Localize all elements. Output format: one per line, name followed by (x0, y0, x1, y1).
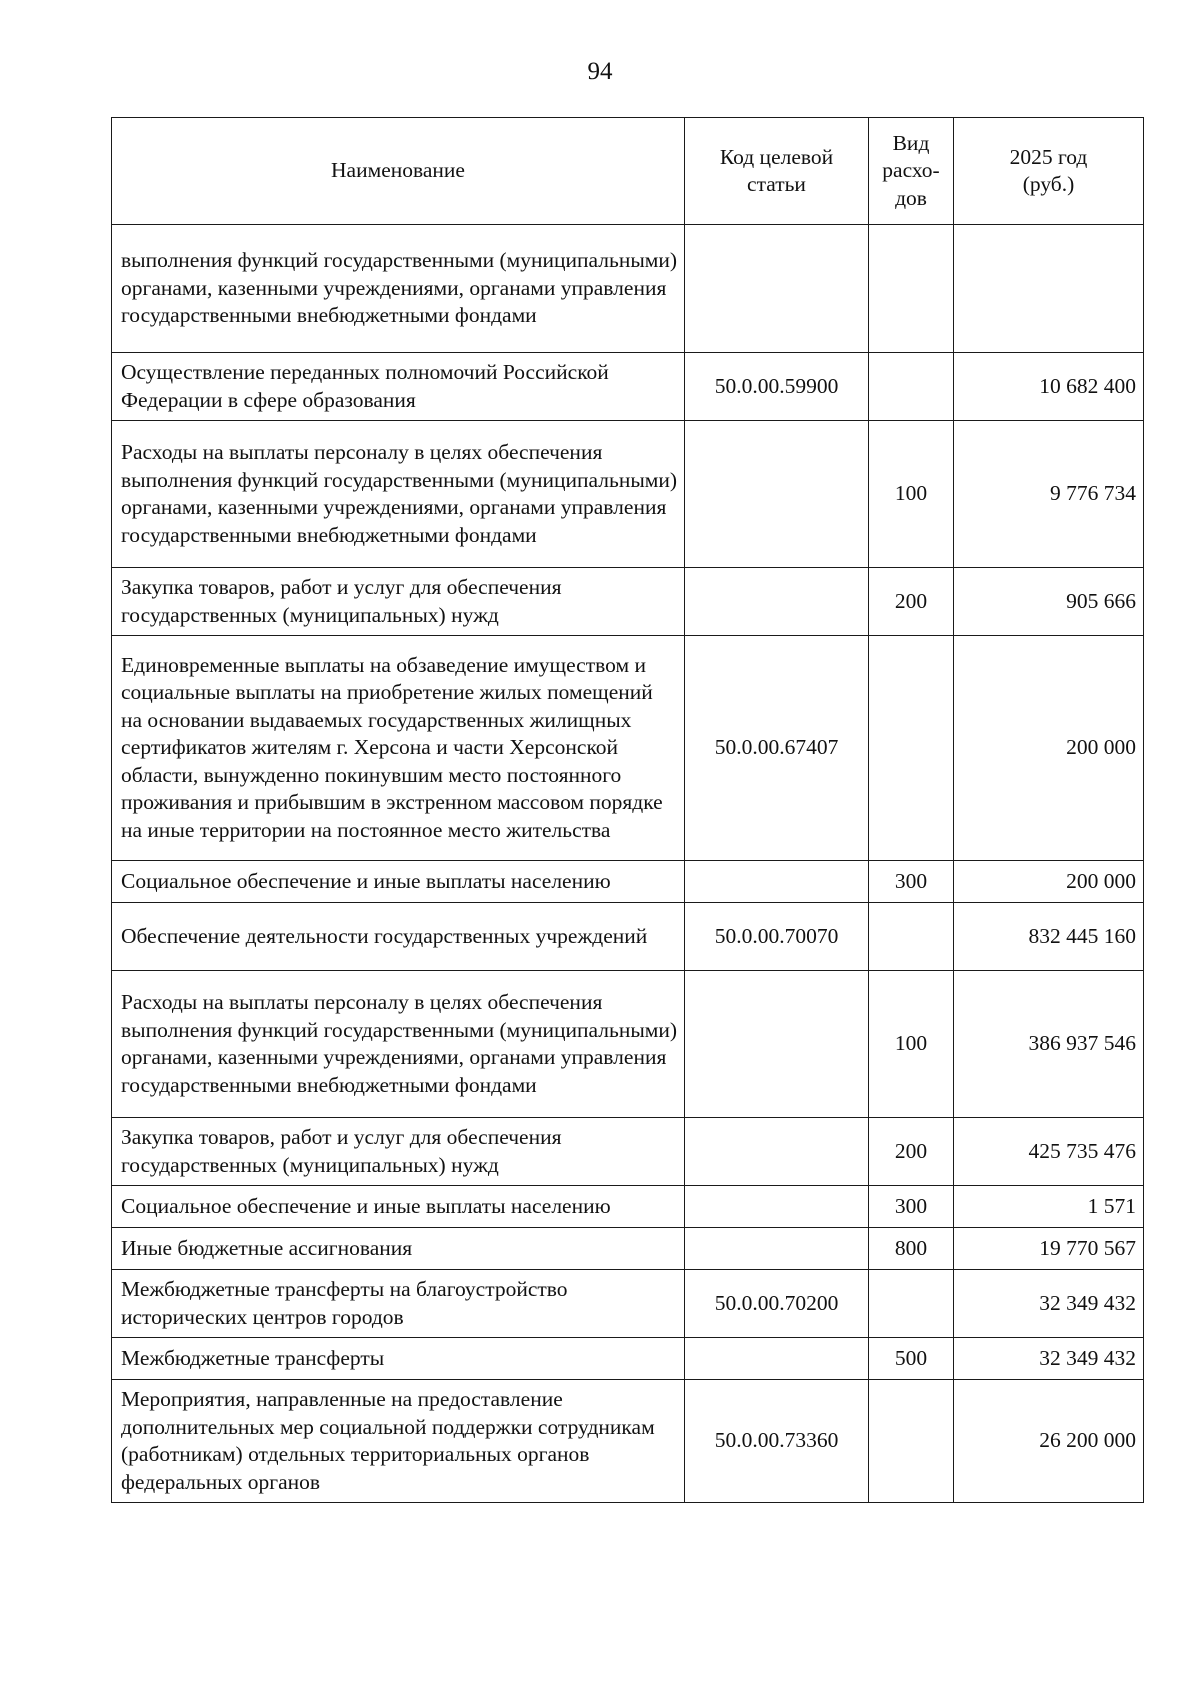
table-row (112, 971, 1144, 1118)
cell-amount: 10 682 400 (954, 353, 1144, 421)
cell-code (685, 1186, 869, 1228)
table-row (112, 1338, 1144, 1380)
cell-name: Социальное обеспечение и иные выплаты населению (112, 861, 685, 903)
cell-amount: 200 000 (954, 636, 1144, 861)
cell-code: 50.0.00.59900 (685, 353, 869, 421)
cell-code (685, 225, 869, 353)
table-row (112, 1186, 1144, 1228)
header-code-label: Код целевой статьи (719, 144, 834, 196)
cell-type: 800 (869, 1228, 954, 1270)
cell-amount: 905 666 (954, 568, 1144, 636)
cell-type: 200 (869, 568, 954, 636)
table-row (112, 861, 1144, 903)
cell-amount: 1 571 (954, 1186, 1144, 1228)
cell-type: 100 (869, 421, 954, 568)
table-row (112, 568, 1144, 636)
cell-type: 300 (869, 861, 954, 903)
cell-type (869, 1270, 954, 1338)
cell-code: 50.0.00.67407 (685, 636, 869, 861)
cell-code (685, 421, 869, 568)
page-number: 94 (587, 58, 613, 85)
cell-type (869, 903, 954, 971)
cell-name: Иные бюджетные ассигнования (112, 1228, 685, 1270)
table-header-row (112, 118, 1144, 225)
cell-amount: 832 445 160 (954, 903, 1144, 971)
table-row (112, 225, 1144, 353)
header-type-label: Вид расхо-дов (882, 130, 940, 210)
header-type (869, 118, 954, 225)
cell-name: Осуществление переданных полномочий Российской Федерации в сфере образования (112, 353, 685, 421)
cell-type: 200 (869, 1118, 954, 1186)
cell-amount: 200 000 (954, 861, 1144, 903)
cell-code (685, 861, 869, 903)
cell-amount: 425 735 476 (954, 1118, 1144, 1186)
cell-type (869, 636, 954, 861)
cell-type (869, 353, 954, 421)
table-row (112, 1118, 1144, 1186)
cell-type (869, 1380, 954, 1503)
cell-code (685, 1228, 869, 1270)
cell-code: 50.0.00.70070 (685, 903, 869, 971)
cell-name: Межбюджетные трансферты (112, 1338, 685, 1380)
header-name (112, 118, 685, 225)
budget-table (111, 117, 1144, 1503)
cell-name: Обеспечение деятельности государственных учреждений (112, 903, 685, 971)
cell-name: Закупка товаров, работ и услуг для обеспечения государственных (муниципальных) нужд (112, 568, 685, 636)
header-name-label: Наименование (331, 158, 465, 183)
cell-type (869, 225, 954, 353)
table-row (112, 636, 1144, 861)
cell-code: 50.0.00.70200 (685, 1270, 869, 1338)
cell-amount: 19 770 567 (954, 1228, 1144, 1270)
cell-code (685, 568, 869, 636)
header-code (685, 118, 869, 225)
cell-code (685, 1118, 869, 1186)
cell-amount: 32 349 432 (954, 1338, 1144, 1380)
cell-type: 300 (869, 1186, 954, 1228)
header-amount-label: 2025 год (руб.) (1009, 144, 1088, 196)
cell-amount: 26 200 000 (954, 1380, 1144, 1503)
table-row (112, 1228, 1144, 1270)
cell-name: Мероприятия, направленные на предоставление дополнительных мер социальной поддержки сотрудникам (работникам) отдельных территориальных органов федеральных органов (112, 1380, 685, 1503)
header-amount (954, 118, 1144, 225)
cell-amount: 9 776 734 (954, 421, 1144, 568)
cell-name: Социальное обеспечение и иные выплаты населению (112, 1186, 685, 1228)
table-row (112, 353, 1144, 421)
cell-name: Расходы на выплаты персоналу в целях обеспечения выполнения функций государственными (муниципальными) органами, казенными учреждениями, органами управления государственными внебюджетными фондами (112, 421, 685, 568)
table-row (112, 421, 1144, 568)
table-row (112, 1380, 1144, 1503)
table-row (112, 1270, 1144, 1338)
cell-amount: 32 349 432 (954, 1270, 1144, 1338)
cell-code (685, 1338, 869, 1380)
cell-name: выполнения функций государственными (муниципальными) органами, казенными учреждениями, органами управления государственными внебюджетными фондами (112, 225, 685, 353)
cell-code (685, 971, 869, 1118)
cell-name: Межбюджетные трансферты на благоустройство исторических центров городов (112, 1270, 685, 1338)
table-row (112, 903, 1144, 971)
cell-name: Единовременные выплаты на обзаведение имуществом и социальные выплаты на приобретение жилых помещений на основании выдаваемых государственных жилищных сертификатов жителям г. Херсона и части Херсонской области, вынужденно покинувшим место постоянного проживания и прибывшим в экстренном массовом порядке на иные территории на постоянное место жительства (112, 636, 685, 861)
cell-name: Закупка товаров, работ и услуг для обеспечения государственных (муниципальных) нужд (112, 1118, 685, 1186)
cell-name: Расходы на выплаты персоналу в целях обеспечения выполнения функций государственными (муниципальными) органами, казенными учреждениями, органами управления государственными внебюджетными фондами (112, 971, 685, 1118)
cell-amount (954, 225, 1144, 353)
cell-amount: 386 937 546 (954, 971, 1144, 1118)
cell-code: 50.0.00.73360 (685, 1380, 869, 1503)
cell-type: 500 (869, 1338, 954, 1380)
cell-type: 100 (869, 971, 954, 1118)
